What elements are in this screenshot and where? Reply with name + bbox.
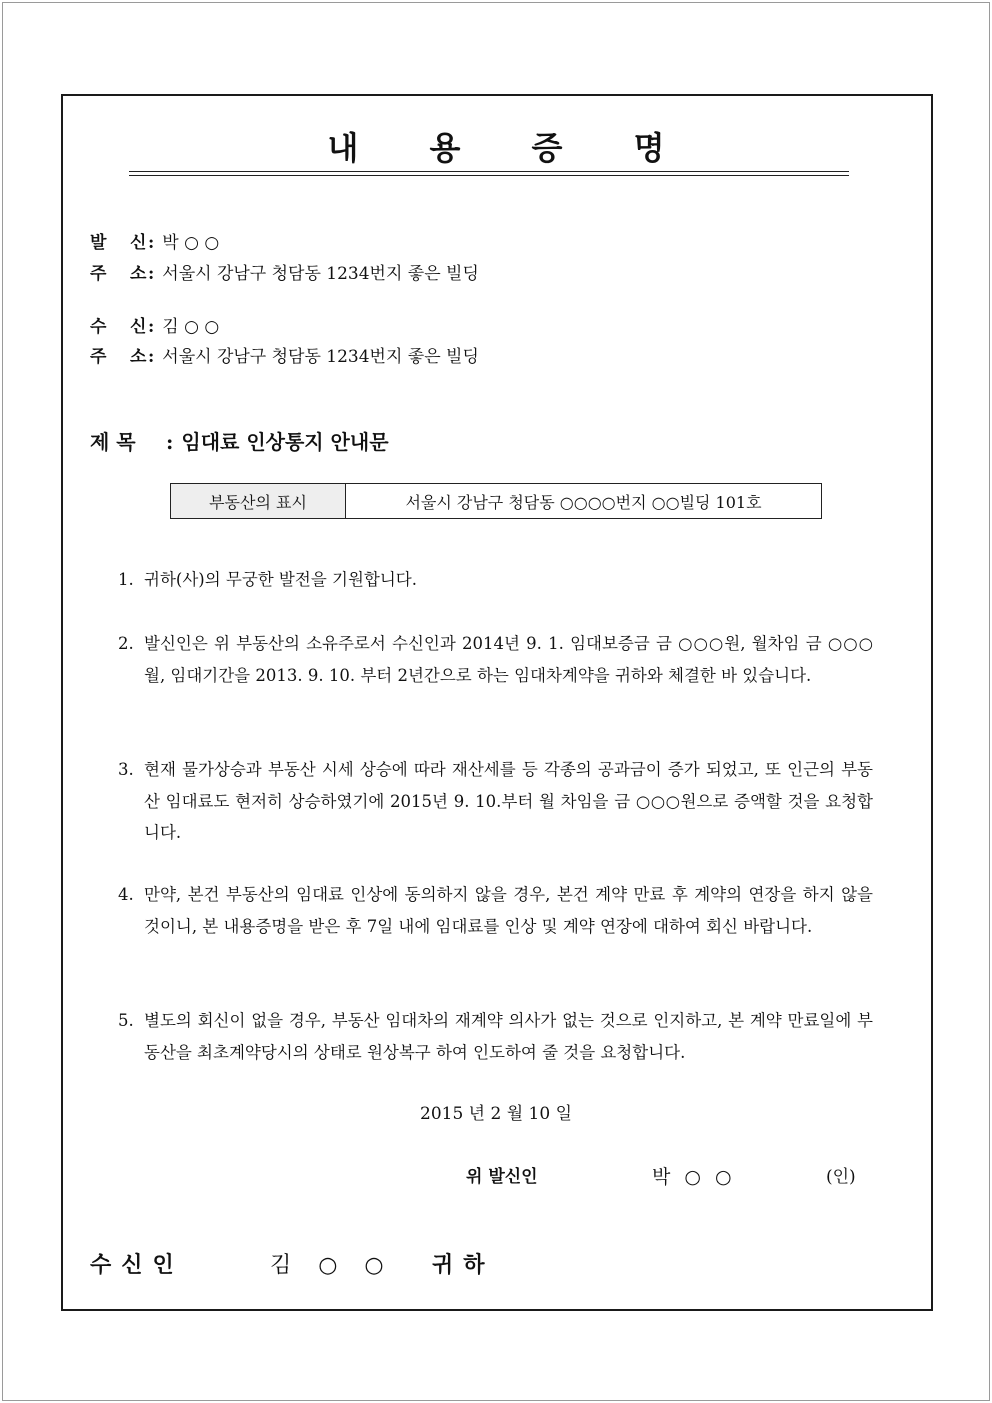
footer-label: 수신인 — [90, 1252, 184, 1278]
sender-label-1: 발 — [90, 233, 107, 253]
paragraph-number: 5. — [118, 1011, 134, 1030]
recipient-address: 서울시 강남구 청담동 1234번지 좋은 빌딩 — [162, 347, 479, 367]
recipient-address-label-2: 소 — [130, 347, 147, 367]
document-title: 내 용 증 명 — [327, 129, 695, 167]
recipient-address-label-1: 주 — [90, 347, 107, 367]
footer-honorific: 귀하 — [432, 1252, 495, 1278]
sender-address-label-2: 소 — [130, 264, 147, 284]
paragraph-number: 1. — [118, 570, 134, 589]
signature-seal: (인) — [826, 1167, 856, 1187]
property-key: 부동산의 표시 — [171, 484, 346, 519]
paragraph-5 — [118, 1005, 873, 1068]
sender-row: 발 신: 박 ○ ○ — [90, 233, 220, 253]
paragraph-number: 3. — [118, 760, 134, 779]
paragraph-number: 4. — [118, 885, 134, 904]
recipient-address-row: 주 소: 서울시 강남구 청담동 1234번지 좋은 빌딩 — [90, 347, 479, 367]
paragraph-number: 2. — [118, 634, 134, 653]
subject-text: 임대료 인상통지 안내문 — [181, 430, 389, 454]
paragraph-text: 현재 물가상승과 부동산 시세 상승에 따라 재산세를 등 각종의 공과금이 증가 되었고, 또 인근의 부동산 임대료도 현저히 상승하였기에 2015년 9. 10.부터 월 차임을 금 ○○○원으로 증액할 것을 요청합니다. — [144, 760, 873, 842]
paragraph-4 — [118, 879, 873, 942]
recipient-row: 수 신: 김 ○ ○ — [90, 317, 220, 337]
property-table — [170, 483, 822, 519]
title-underline-top — [129, 171, 849, 172]
signature-label: 위 발신인 — [466, 1167, 538, 1187]
recipient-name: 김 ○ ○ — [162, 317, 220, 337]
paragraph-text: 별도의 회신이 없을 경우, 부동산 임대차의 재계약 의사가 없는 것으로 인지하고, 본 계약 만료일에 부동산을 최초계약당시의 상태로 원상복구 하여 인도하여 줄 것을 요청합니다. — [144, 1011, 873, 1062]
document-date: 2015 년 2 월 10 일 — [420, 1104, 572, 1124]
sender-address-label-1: 주 — [90, 264, 107, 284]
paragraph-2 — [118, 628, 873, 691]
sender-name: 박 ○ ○ — [162, 233, 220, 253]
paragraph-text: 귀하(사)의 무궁한 발전을 기원합니다. — [144, 570, 417, 589]
footer-name: 김 ○ ○ — [270, 1253, 394, 1278]
sender-address-row: 주 소: 서울시 강남구 청담동 1234번지 좋은 빌딩 — [90, 264, 479, 284]
title-underline-bottom — [129, 175, 849, 176]
paragraph-text: 만약, 본건 부동산의 임대료 인상에 동의하지 않을 경우, 본건 계약 만료 후 계약의 연장을 하지 않을 것이니, 본 내용증명을 받은 후 7일 내에 임대료를 인상 및 계약 연장에 대하여 회신 바랍니다. — [144, 885, 873, 936]
subject-row: 제 목 : 임대료 인상통지 안내문 — [90, 430, 389, 454]
paragraph-text: 발신인은 위 부동산의 소유주로서 수신인과 2014년 9. 1. 임대보증금 금 ○○○원, 월차임 금 ○○○월, 임대기간을 2013. 9. 10. 부터 2년간으로 하는 임대차계약을 귀하와 체결한 바 있습니다. — [144, 634, 873, 685]
recipient-label-1: 수 — [90, 317, 107, 337]
signature-name: 박 ○ ○ — [652, 1166, 736, 1188]
sender-label-2: 신 — [130, 233, 147, 253]
recipient-label-2: 신 — [130, 317, 147, 337]
sender-address: 서울시 강남구 청담동 1234번지 좋은 빌딩 — [162, 264, 479, 284]
paragraph-3 — [118, 754, 873, 849]
paragraph-1 — [118, 564, 873, 596]
property-value: 서울시 강남구 청담동 ○○○○번지 ○○빌딩 101호 — [346, 484, 822, 519]
subject-label: 제 목 — [90, 430, 136, 454]
